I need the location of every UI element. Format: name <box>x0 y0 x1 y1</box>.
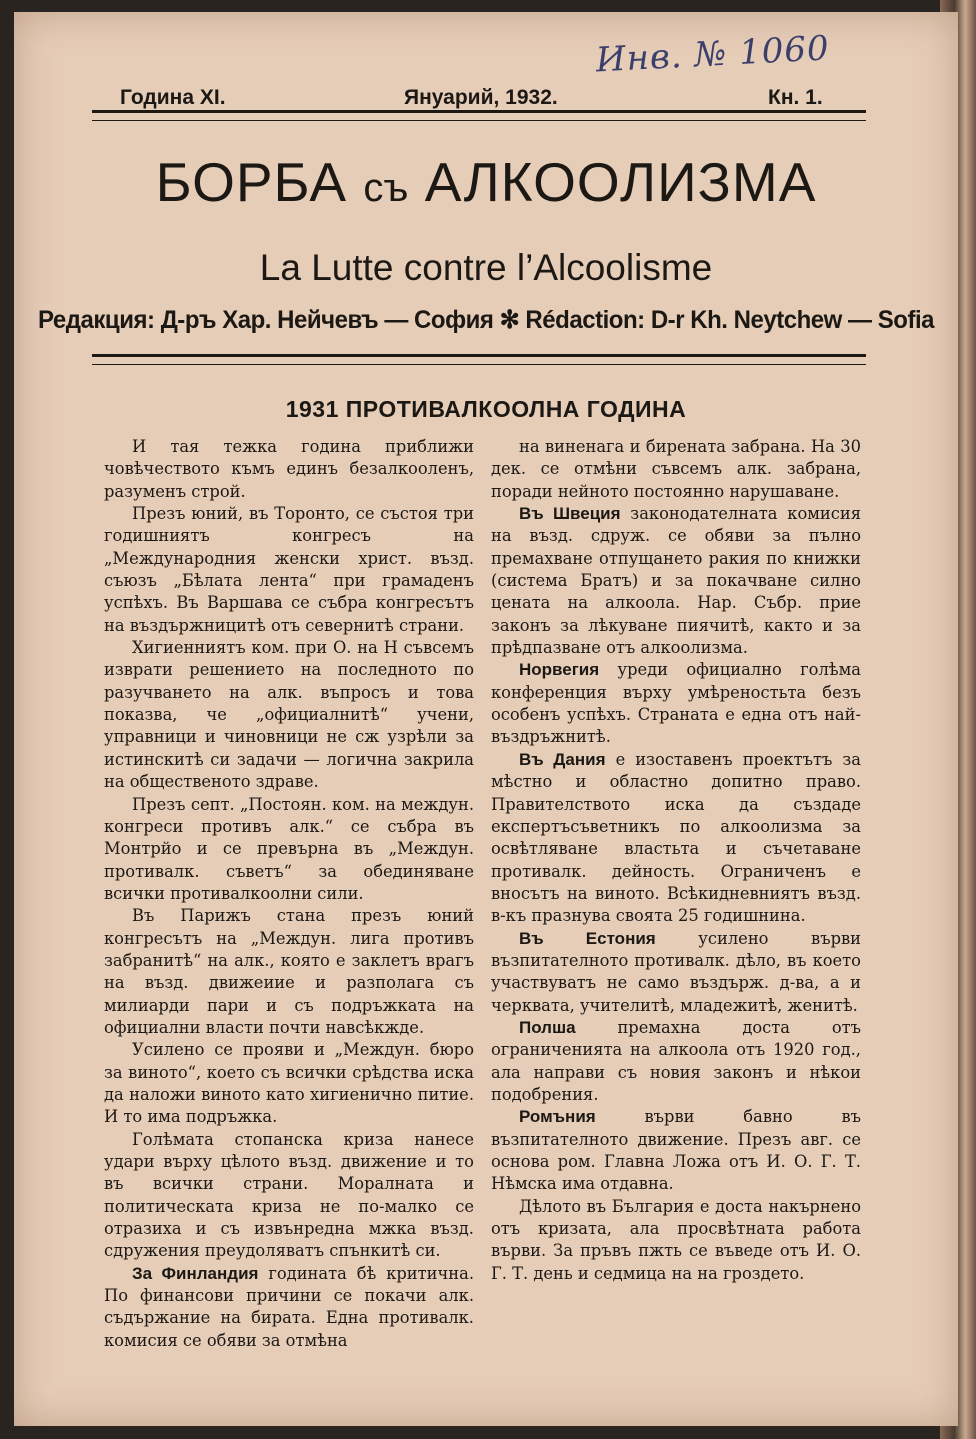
paragraph-text: Презъ юний, въ Торонто, се състоя три годишниятъ конгресъ на „Международния женски христ. възд. съюзъ „Бѣлата лента“ при грамаденъ успѣхъ. Въ Варшава се събра конгресътъ на въздържницитѣ отъ севернитѣ страни. <box>104 504 474 635</box>
redaction-bg: Редакция: Д-ръ Хар. Нейчевъ — София <box>37 306 494 334</box>
paragraph-lead: Въ Дания <box>519 749 606 769</box>
journal-subtitle: La Lutte contre l’Alcoolisme <box>259 247 713 288</box>
masthead-year: Година XI. <box>120 86 226 109</box>
paragraph-text: Усилено се прояви и „Междун. бюро за виното“, което съ всички срѣдства иска да наложи виното като хигиенично питие. И то има подръжка. <box>104 1040 474 1127</box>
article-heading: 1931 ПРОТИВАЛКООЛНА ГОДИНА <box>285 396 687 422</box>
redaction-line <box>33 302 939 338</box>
paragraph-text: Хигиенниятъ ком. при О. на Н съвсемъ изврати решението на последното по разучването на алк. въпросъ и това показва, че „официалнитѣ“ учени, управници и чиновници не сж узрѣли за истинскитѣ си задачи — логична закрила на общественото здраве. <box>104 638 474 792</box>
article-left-column <box>104 436 474 1352</box>
paragraph-lead: Ромъния <box>519 1107 596 1127</box>
paragraph-text: Дѣлото въ България е доста накърнено отъ кризата, ала просвѣтната работа върви. За пръвъ пжть се въведе отъ И. О. Г. Т. день и седмица на на гроздето. <box>491 1196 861 1283</box>
paragraph <box>491 1017 861 1106</box>
paragraph-text: върви бавно въ възпитателното движение. Презъ авг. се основа ром. Главна Ложа отъ И. О. Г. Т. Нѣмска има отдавна. <box>491 1107 861 1194</box>
paragraph-text: на виненага и бирената забрана. На 30 дек. се отмѣни съвсемъ алк. забрана, поради нейното постоянно нарушаване. <box>491 437 861 501</box>
paragraph <box>104 436 474 503</box>
paragraph-text: Голѣмата стопанска криза нанесе удари върху цѣлото възд. движение и то въ всички страни. Моралната и политическата криза не по-малко се отразиха и съ извънредна мжка възд. сдружения преудоляватъ спънкитѣ си. <box>104 1129 474 1261</box>
paragraph-lead: Норвегия <box>519 660 600 680</box>
paragraph <box>491 436 861 503</box>
paragraph <box>104 503 474 637</box>
paragraph-text: уреди официално голѣма конференция върху умѣреностьта безъ особенъ успѣхъ. Страната е една отъ най-въздръжнитѣ. <box>491 660 861 747</box>
title-connector: съ <box>363 166 409 210</box>
paragraph-text: е изоставенъ проектътъ за мѣстно и областно допитно право. Правителството иска да създаде експертъсъветникъ по алкоолизма за освѣтляване властьта и съчетаване противалк. дейность. Ограниченъ е вносътъ на виното. Всѣкидневниятъ възд. в-къ празнува своята 25 годишнина. <box>491 749 861 926</box>
paragraph <box>104 1263 474 1352</box>
paragraph <box>491 659 861 748</box>
paragraph <box>104 794 474 906</box>
masthead-issue: Кн. 1. <box>768 86 823 109</box>
paragraph-text: законодателната комисия на възд. сдруж. се обяви за пълно премахване отпущането ракия по книжки (система Братъ) и за покачване силно цената на алкоола. Нар. Събр. прие законъ за лѣкуване пиячитѣ, както и за прѣдпазване отъ алкоолизма. <box>491 504 862 658</box>
header-rule <box>92 354 866 365</box>
paragraph <box>491 1106 861 1195</box>
masthead-date: Януарий, 1932. <box>404 86 558 109</box>
journal-title <box>14 150 958 220</box>
paragraph-lead: Въ Швеция <box>519 504 621 524</box>
title-part-2: АЛКООЛИЗМА <box>424 151 817 213</box>
paragraph-text: усилено върви възпитателното противалк. дѣло, въ което участвуватъ не само въздърж. д-ва, а и черквата, учителитѣ, младежитѣ, женитѣ. <box>491 928 862 1015</box>
article-right-column <box>491 436 861 1285</box>
paragraph-text: годината бѣ критична. По финансови причини се покачи алк. съдържание на бирата. Една противалк. комисия се обяви за отмѣна <box>104 1263 474 1350</box>
paragraph <box>104 637 474 793</box>
paragraph <box>491 503 861 659</box>
paragraph-text: И тая тежка година приближи човѣчеството къмъ единъ безалкооленъ, разуменъ строй. <box>104 437 474 501</box>
paragraph-text: Презъ септ. „Постоян. ком. на междун. конгреси противъ алк.“ се събра въ Монтрйо и се превърна въ „Междун. противалк. съветъ“ за обединяване всички противалкоолни сили. <box>104 794 474 903</box>
paragraph <box>491 1196 861 1285</box>
paragraph-lead: За Финландия <box>132 1263 259 1283</box>
paragraph <box>491 749 861 928</box>
paragraph-text: Въ Парижъ стана презъ юний конгресътъ на „Междун. лига противъ забранитѣ“ на алк., която е заклетъ врагъ на възд. движеиие и разполага съ милиарди пари и съ подръжката на официални власти почти навсѣкжде. <box>104 906 474 1037</box>
title-part-1: БОРБА <box>155 151 348 213</box>
paragraph <box>104 905 474 1039</box>
paragraph <box>104 1039 474 1128</box>
masthead-rule <box>92 110 866 121</box>
paragraph <box>491 928 861 1017</box>
handwritten-inventory-note: Инв. № 1060 <box>594 28 831 81</box>
paragraph-lead: Въ Естония <box>519 928 656 948</box>
redaction-separator: ✻ <box>499 306 520 334</box>
paragraph <box>104 1129 474 1263</box>
redaction-fr: Rédaction: D-r Kh. Neytchew — Sofia <box>525 306 935 334</box>
journal-page <box>14 12 958 1426</box>
paragraph-text: премахна доста отъ ограниченията на алкоола отъ 1920 год., ала направи съ новия законъ и нѣкои подобрения. <box>491 1017 861 1104</box>
paragraph-lead: Полша <box>519 1017 576 1037</box>
